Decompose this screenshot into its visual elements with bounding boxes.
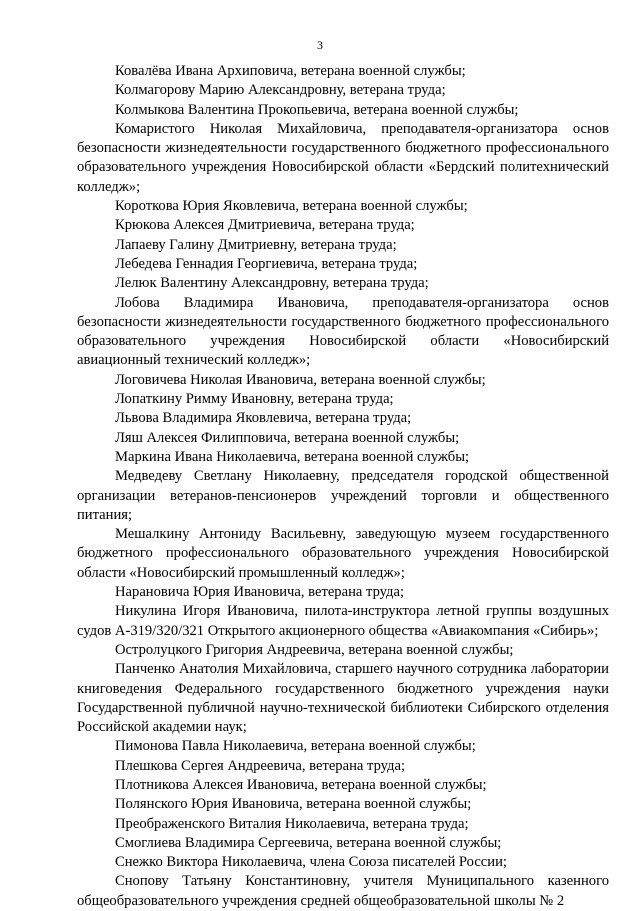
list-item: Маркина Ивана Николаевича, ветерана военной службы; [115,448,470,465]
list-item: Колмагорову Марию Александровну, ветерана труда; [115,82,446,99]
list-item: Смоглиева Владимира Сергеевича, ветерана военной службы; [115,834,502,851]
list-item: Лебедева Геннадия Георгиевича, ветерана труда; [115,255,418,272]
list-item: Лопаткину Римму Ивановну, ветерана труда; [115,391,394,408]
page-number: 3 [317,38,323,52]
list-item: Преображенского Виталия Николаевича, ветерана труда; [115,815,469,832]
list-item: Львова Владимира Яковлевича, ветерана труда; [115,410,412,427]
list-item: Мешалкину Антониду Васильевну, заведующую музеем государственного бюджетного профессионального образовательного учреждения Новосибирской области «Новосибирский промышленный колледж»; [77,526,609,581]
list-item: Снежко Виктора Николаевича, члена Союза писателей России; [115,854,507,871]
list-item: Лелюк Валентину Александровну, ветерана труда; [115,275,429,292]
list-item: Плешкова Сергея Андреевича, ветерана труда; [115,757,406,774]
list-item: Колмыкова Валентина Прокопьевича, ветерана военной службы; [115,101,519,118]
list-item: Логовичева Николая Ивановича, ветерана военной службы; [115,371,486,388]
list-item: Остролуцкого Григория Андреевича, ветерана военной службы; [115,641,514,658]
list-item: Ляш Алексея Филипповича, ветерана военной службы; [115,429,460,446]
document-body [77,62,609,911]
list-item: Медведеву Светлану Николаевну, председателя городской общественной организации ветеранов-пенсионеров учреждений торговли и общественного питания; [77,468,609,523]
list-item: Пимонова Павла Николаевича, ветерана военной службы; [115,738,476,755]
list-item: Лапаеву Галину Дмитриевну, ветерана труда; [115,236,397,253]
list-item: Комаристого Николая Михайловича, преподавателя-организатора основ безопасности жизнедеятельности государственного бюджетного профессионального образовательного учреждения Новосибирской области «Бердский политехнический колледж»; [77,120,609,195]
list-item: Лобова Владимира Ивановича, преподавателя-организатора основ безопасности жизнедеятельности государственного бюджетного профессионального образовательного учреждения Новосибирской области «Новосибирский авиационный технический колледж»; [77,294,609,369]
list-item: Нарановича Юрия Ивановича, ветерана труда; [115,584,405,601]
list-item: Панченко Анатолия Михайловича, старшего научного сотрудника лаборатории книговедения Федерального государственного бюджетного учреждения науки Государственной публичной научно-технической библиотеки Сибирского отделения Российской академии наук; [77,661,609,736]
list-item: Ковалёва Ивана Архиповича, ветерана военной службы; [115,63,466,79]
list-item: Крюкова Алексея Дмитриевича, ветерана труда; [115,217,415,234]
list-item: Снопову Татьяну Константиновну, учителя Муниципального казенного общеобразовательного учреждения средней общеобразовательной школы № 2 [77,873,609,909]
list-item: Полянского Юрия Ивановича, ветерана военной службы; [115,796,472,813]
list-item: Плотникова Алексея Ивановича, ветерана военной службы; [115,776,487,793]
list-item: Никулина Игоря Ивановича, пилота-инструктора летной группы воздушных судов А-319/320/321 Открытого акционерного общества «Авиакомпания «Сибирь»; [77,603,609,639]
list-item: Короткова Юрия Яковлевича, ветерана военной службы; [115,198,468,215]
